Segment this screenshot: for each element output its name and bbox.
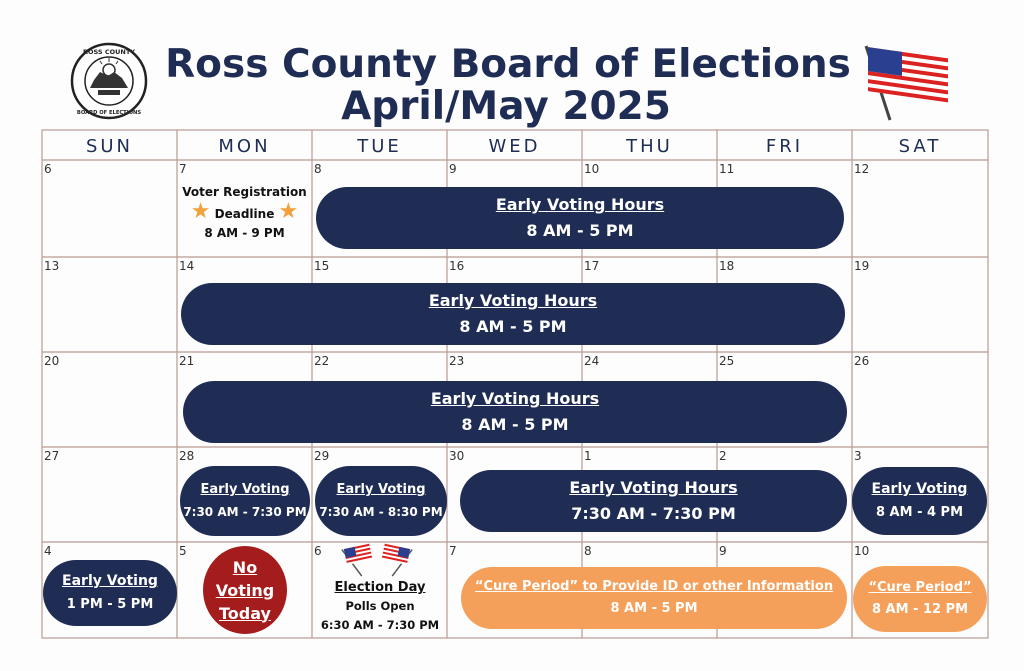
day-number: 9 bbox=[719, 544, 727, 558]
day-number: 1 bbox=[584, 449, 592, 463]
event-title: Early Voting Hours bbox=[430, 389, 600, 408]
weekday-tue: TUE bbox=[357, 136, 402, 157]
early-voting-apr28 bbox=[180, 466, 310, 536]
event-time: 7:30 AM - 8:30 PM bbox=[319, 505, 443, 519]
weekday-thu: THU bbox=[626, 136, 673, 157]
day-number: 20 bbox=[44, 354, 60, 368]
day-number: 17 bbox=[584, 259, 600, 273]
star-icon: ★ bbox=[190, 199, 211, 224]
early-voting-may4 bbox=[43, 560, 177, 626]
voter-reg-deadline-row bbox=[178, 199, 311, 224]
weekday-mon: MON bbox=[218, 136, 271, 157]
event-title: Early Voting bbox=[336, 482, 426, 497]
weekday-sun: SUN bbox=[85, 136, 134, 157]
event-time: 8 AM - 5 PM bbox=[461, 415, 569, 434]
day-number: 30 bbox=[449, 449, 465, 463]
day-number: 10 bbox=[584, 162, 600, 176]
day-number: 12 bbox=[854, 162, 870, 176]
day-number: 4 bbox=[44, 544, 52, 558]
seal-text-bottom: BOARD OF ELECTIONS bbox=[76, 110, 142, 116]
day-number: 23 bbox=[449, 354, 465, 368]
day-number: 14 bbox=[179, 259, 195, 273]
event-title: Early Voting Hours bbox=[428, 291, 598, 310]
day-number: 10 bbox=[854, 544, 870, 558]
no-voting-line1: No bbox=[232, 557, 258, 577]
page-title: Ross County Board of Elections bbox=[165, 42, 851, 87]
voter-reg-line2: Deadline bbox=[214, 207, 275, 221]
day-number: 24 bbox=[584, 354, 600, 368]
day-number: 25 bbox=[719, 354, 735, 368]
day-number: 2 bbox=[719, 449, 727, 463]
seal-text-top: ROSS COUNTY bbox=[82, 48, 136, 56]
early-voting-week2 bbox=[181, 283, 845, 345]
event-time: 8 AM - 5 PM bbox=[610, 601, 698, 616]
day-number: 18 bbox=[719, 259, 735, 273]
voter-reg-line1: Voter Registration bbox=[182, 185, 307, 199]
day-number: 7 bbox=[449, 544, 457, 558]
day-number: 3 bbox=[854, 449, 862, 463]
election-day-title: Election Day bbox=[334, 580, 426, 595]
early-voting-apr29 bbox=[315, 466, 447, 536]
day-number: 9 bbox=[449, 162, 457, 176]
event-title: Early Voting bbox=[62, 573, 158, 589]
early-voting-week1 bbox=[316, 187, 844, 249]
weekday-wed: WED bbox=[488, 136, 541, 157]
cure-period-may10 bbox=[853, 566, 987, 632]
election-day bbox=[313, 578, 447, 635]
crossed-flags-icon bbox=[340, 542, 414, 578]
no-voting-line2: Voting bbox=[215, 580, 275, 600]
day-number: 8 bbox=[314, 162, 322, 176]
event-time: 8 AM - 5 PM bbox=[459, 317, 567, 336]
day-number: 11 bbox=[719, 162, 735, 176]
day-number: 6 bbox=[314, 544, 322, 558]
day-number: 13 bbox=[44, 259, 60, 273]
voter-registration-deadline bbox=[178, 183, 311, 243]
weekday-sat: SAT bbox=[898, 136, 942, 157]
star-icon: ★ bbox=[278, 199, 299, 224]
election-day-line3: 6:30 AM - 7:30 PM bbox=[320, 618, 440, 632]
event-title: Early Voting Hours bbox=[495, 195, 665, 214]
day-number: 22 bbox=[314, 354, 330, 368]
day-number: 27 bbox=[44, 449, 60, 463]
event-title: Early Voting bbox=[871, 481, 968, 497]
day-number: 15 bbox=[314, 259, 330, 273]
page-subtitle: April/May 2025 bbox=[341, 84, 671, 129]
day-number: 8 bbox=[584, 544, 592, 558]
day-number: 16 bbox=[449, 259, 465, 273]
event-time: 8 AM - 4 PM bbox=[875, 505, 964, 520]
no-voting-line3: Today bbox=[219, 603, 271, 623]
event-title: “Cure Period” to Provide ID or other Information bbox=[474, 579, 834, 594]
event-time: 1 PM - 5 PM bbox=[66, 597, 154, 612]
election-day-line2: Polls Open bbox=[345, 599, 415, 613]
weekday-fri: FRI bbox=[765, 136, 804, 157]
event-time: 8 AM - 5 PM bbox=[526, 221, 634, 240]
no-voting-today bbox=[203, 546, 287, 634]
event-time: 7:30 AM - 7:30 PM bbox=[571, 504, 736, 523]
event-title: Early Voting bbox=[200, 482, 290, 497]
day-number: 21 bbox=[179, 354, 195, 368]
early-voting-may3 bbox=[852, 467, 987, 535]
early-voting-week3 bbox=[183, 381, 847, 443]
day-number: 19 bbox=[854, 259, 870, 273]
event-time: 8 AM - 12 PM bbox=[871, 602, 969, 617]
day-number: 7 bbox=[179, 162, 187, 176]
day-number: 28 bbox=[179, 449, 195, 463]
day-number: 26 bbox=[854, 354, 870, 368]
day-number: 29 bbox=[314, 449, 330, 463]
day-number: 6 bbox=[44, 162, 52, 176]
cure-period-may7-9 bbox=[461, 567, 847, 629]
event-title: Early Voting Hours bbox=[569, 478, 738, 497]
event-title: “Cure Period” bbox=[868, 580, 972, 595]
voter-reg-line3: 8 AM - 9 PM bbox=[204, 226, 285, 240]
event-time: 7:30 AM - 7:30 PM bbox=[183, 505, 307, 519]
early-voting-apr30-may2 bbox=[460, 470, 847, 532]
day-number: 5 bbox=[179, 544, 187, 558]
